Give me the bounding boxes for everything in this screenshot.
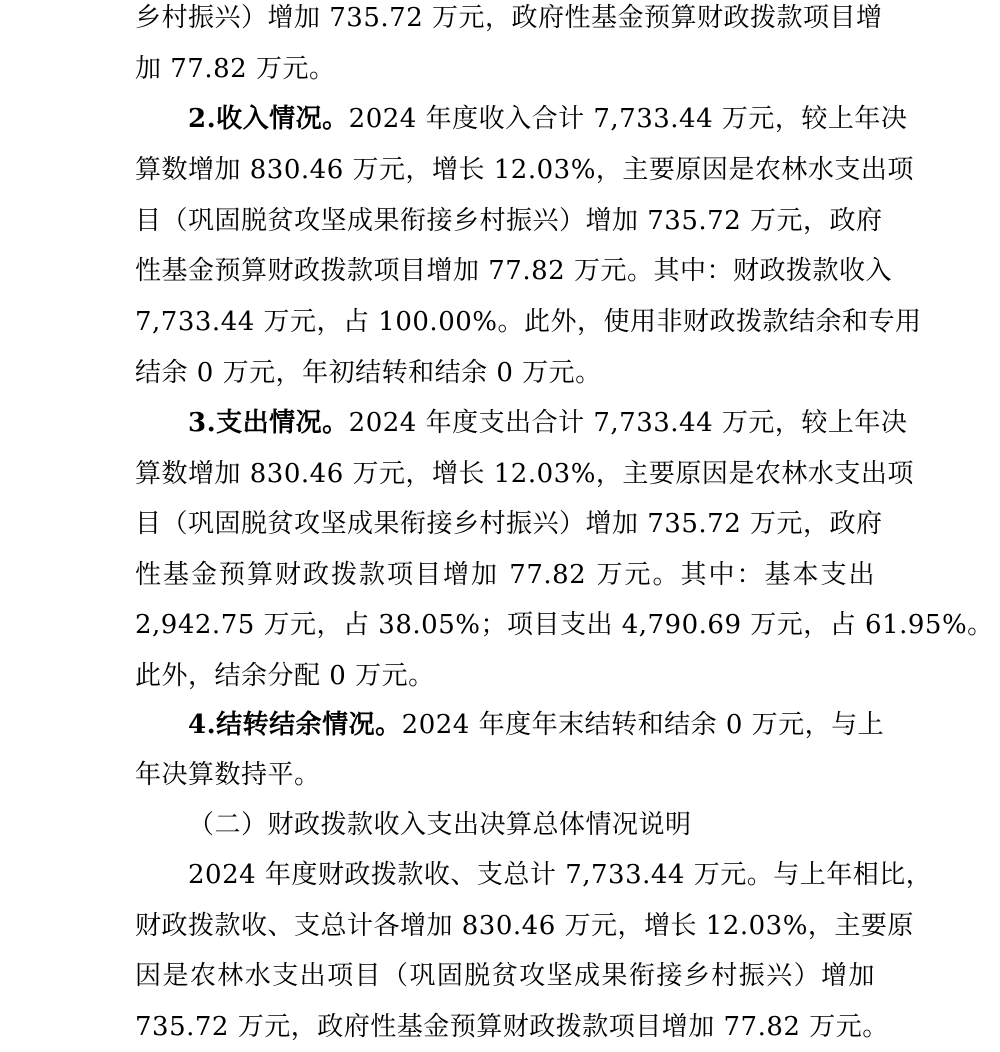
body-line: 因是农林水支出项目（巩固脱贫攻坚成果衔接乡村振兴）增加 [135, 961, 875, 991]
section-paragraph-income [188, 94, 908, 144]
body-line: 性基金预算财政拨款项目增加 77.82 万元。其中：财政拨款收入 [135, 256, 892, 286]
body-line: 2,942.75 万元，占 38.05%；项目支出 4,790.69 万元，占 61.95%。 [135, 610, 994, 640]
body-line: 2024 年度财政拨款收、支总计 7,733.44 万元。与上年相比， [188, 860, 933, 890]
section-paragraph-carryover [188, 700, 885, 750]
section-heading-expenditure: 3.支出情况。 [188, 408, 349, 438]
body-line: 算数增加 830.46 万元，增长 12.03%，主要原因是农林水支出项 [135, 459, 914, 489]
body-line: 加 77.82 万元。 [135, 54, 336, 84]
body-line: 算数增加 830.46 万元，增长 12.03%，主要原因是农林水支出项 [135, 155, 914, 185]
body-text: 2024 年度支出合计 7,733.44 万元，较上年决 [348, 408, 908, 438]
body-line: 年决算数持平。 [135, 760, 321, 790]
body-line: 性基金预算财政拨款项目增加 77.82 万元。其中：基本支出 [135, 560, 875, 590]
section-heading-income: 2.收入情况。 [188, 104, 349, 134]
body-line: 结余 0 万元，年初结转和结余 0 万元。 [135, 358, 602, 388]
body-line: 735.72 万元，政府性基金预算财政拨款项目增加 77.82 万元。 [135, 1012, 889, 1042]
body-line: 7,733.44 万元，占 100.00%。此外，使用非财政拨款结余和专用 [135, 307, 922, 337]
body-line: 目（巩固脱贫攻坚成果衔接乡村振兴）增加 735.72 万元，政府 [135, 509, 883, 539]
body-line: 目（巩固脱贫攻坚成果衔接乡村振兴）增加 735.72 万元，政府 [135, 206, 883, 236]
body-line: 财政拨款收、支总计各增加 830.46 万元，增长 12.03%，主要原 [135, 911, 914, 941]
body-text: 2024 年度年末结转和结余 0 万元，与上 [401, 710, 885, 740]
section-paragraph-expenditure [188, 398, 908, 448]
section-heading-fiscal-overview: （二）财政拨款收入支出决算总体情况说明 [188, 810, 692, 840]
body-text: 2024 年度收入合计 7,733.44 万元，较上年决 [348, 104, 908, 134]
body-line: 乡村振兴）增加 735.72 万元，政府性基金预算财政拨款项目增 [135, 3, 883, 33]
section-heading-carryover: 4.结转结余情况。 [188, 710, 402, 740]
body-line: 此外，结余分配 0 万元。 [135, 661, 435, 691]
